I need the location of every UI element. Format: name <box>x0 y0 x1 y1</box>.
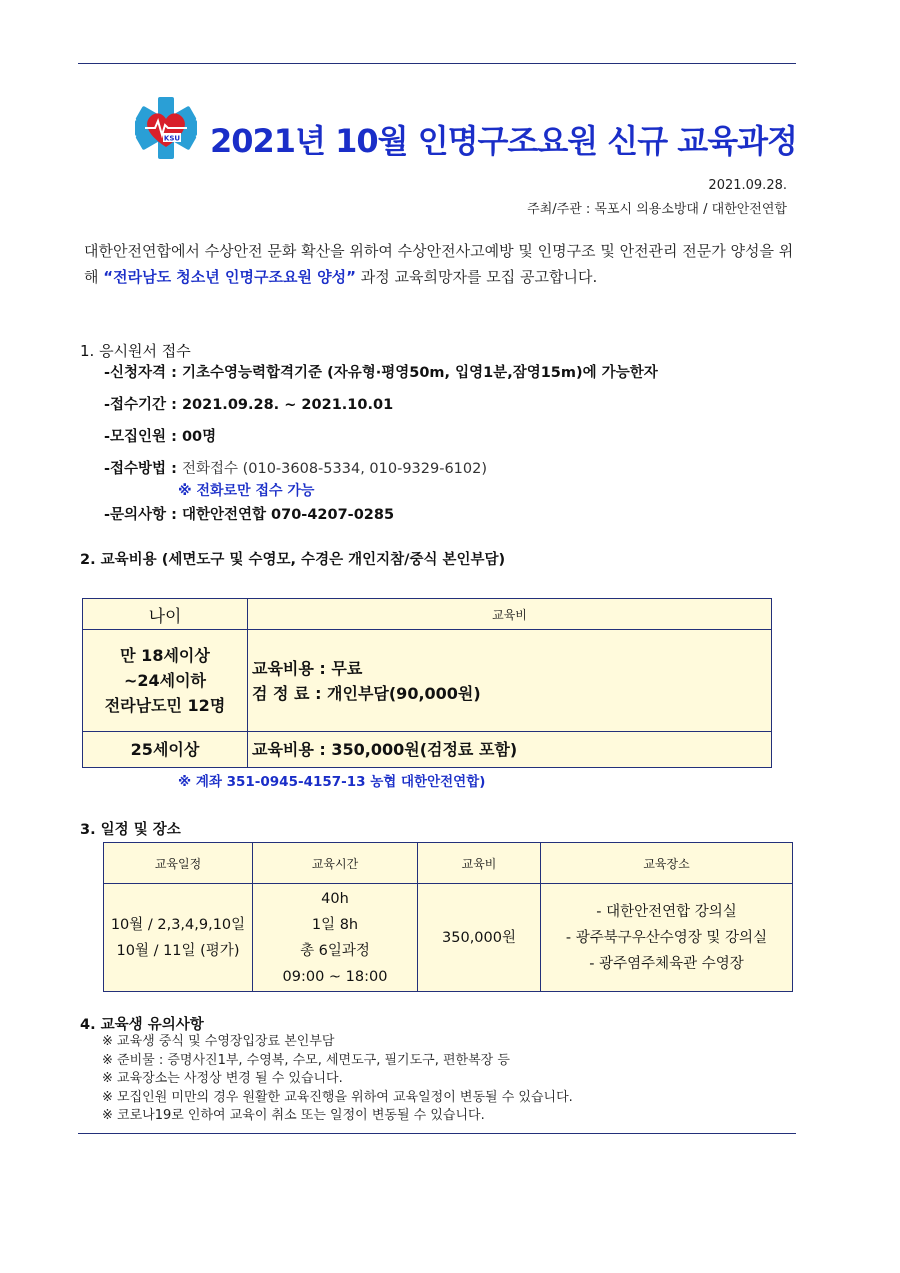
fee-row1-fee-line1: 교육비용 : 무료 <box>252 658 363 678</box>
fee-row1-fee-line2: 검 정 료 : 개인부담(90,000원) <box>252 683 481 703</box>
period-line <box>104 393 393 414</box>
document-date: 2021.09.28. <box>708 178 787 193</box>
fee-table-header-fee: 교육비 <box>248 599 772 630</box>
method-line <box>104 457 487 478</box>
caution-item: ※ 준비물 : 증명사진1부, 수영복, 수모, 세면도구, 필기도구, 편한복장 등 <box>102 1052 510 1068</box>
schedule-place-line3: - 광주염주체육관 수영장 <box>589 955 744 972</box>
schedule-place-line1: - 대한안전연합 강의실 <box>596 903 737 920</box>
schedule-hours-line1: 40h <box>321 890 349 907</box>
bottom-rule <box>78 1133 796 1134</box>
schedule-fee: 350,000원 <box>418 884 541 992</box>
section2-heading: 2. 교육비용 (세면도구 및 수영모, 수경은 개인지참/중식 본인부담) <box>80 552 506 568</box>
method-note: ※ 전화로만 접수 가능 <box>178 483 315 499</box>
caution-item: ※ 교육생 중식 및 수영장입장료 본인부담 <box>102 1034 335 1049</box>
inquiry-line <box>104 503 394 524</box>
schedule-hours-line4: 09:00 ~ 18:00 <box>282 968 388 985</box>
schedule-dates <box>104 884 253 992</box>
period-label: -접수기간 : <box>104 397 182 413</box>
caution-item: ※ 교육장소는 사정상 변경 될 수 있습니다. <box>102 1071 343 1086</box>
fee-table <box>82 598 772 768</box>
method-label: -접수방법 : <box>104 461 182 477</box>
ksu-logo-icon <box>133 95 199 161</box>
top-rule <box>78 63 796 64</box>
method-value: 전화접수 (010-3608-5334, 010-9329-6102) <box>181 461 488 477</box>
fee-row1-age-line1: 만 18세이상 <box>120 646 210 665</box>
schedule-place-line2: - 광주북구우산수영장 및 강의실 <box>565 929 768 946</box>
section4-heading: 4. 교육생 유의사항 <box>80 1017 204 1033</box>
intro-text-1: 대한안전연합에서 수상안전 문화 확산을 위하여 수상안전사고예방 및 인명구조 및 안전관리 전문가 양성을 위해 <box>84 242 794 286</box>
schedule-hours <box>253 884 418 992</box>
schedule-hours-line2: 1일 8h <box>311 916 359 933</box>
qualification-value: 기초수영능력합격기준 (자유형·평영50m, 입영1분,잠영15m)에 가능한자 <box>181 365 658 381</box>
page-title: 2021년 10월 인명구조요원 신규 교육과정 <box>210 122 797 160</box>
intro-paragraph <box>84 238 796 290</box>
schedule-header-place: 교육장소 <box>541 843 793 884</box>
schedule-header-date: 교육일정 <box>104 843 253 884</box>
schedule-header-hours: 교육시간 <box>253 843 418 884</box>
schedule-hours-line3: 총 6일과정 <box>300 942 370 959</box>
account-note: ※ 계좌 351-0945-4157-13 농협 대한안전연합) <box>178 774 486 790</box>
section3-heading: 3. 일정 및 장소 <box>80 822 181 838</box>
schedule-header-fee: 교육비 <box>418 843 541 884</box>
inquiry-label: -문의사항 : <box>104 507 182 523</box>
logo-text: KSU <box>163 134 181 143</box>
fee-row1-age-line3: 전라남도민 12명 <box>104 696 226 715</box>
period-value: 2021.09.28. ~ 2021.10.01 <box>181 397 394 413</box>
caution-item: ※ 모집인원 미만의 경우 원활한 교육진행을 위하여 교육일정이 변동될 수 있습니다. <box>102 1089 573 1105</box>
fee-table-header-age: 나이 <box>83 599 248 630</box>
capacity-value: 00명 <box>181 429 217 445</box>
schedule-table <box>103 842 793 992</box>
fee-row2-fee: 교육비용 : 350,000원(검정료 포함) <box>248 732 772 768</box>
caution-item: ※ 코로나19로 인하여 교육이 취소 또는 일정이 변동될 수 있습니다. <box>102 1108 485 1123</box>
qualification-label: -신청자격 : <box>104 365 182 381</box>
organizer: 주최/주관 : 목포시 의용소방대 / 대한안전연합 <box>527 202 787 217</box>
schedule-places <box>541 884 793 992</box>
schedule-date-line2: 10월 / 11일 (평가) <box>116 942 240 959</box>
fee-row1-fee <box>248 630 772 732</box>
cautions-list <box>102 1033 573 1126</box>
fee-row1-age-line2: ~24세이하 <box>123 671 207 690</box>
section1-heading: 1. 응시원서 접수 <box>80 342 191 360</box>
capacity-label: -모집인원 : <box>104 429 182 445</box>
fee-row2-age: 25세이상 <box>83 732 248 768</box>
schedule-date-line1: 10월 / 2,3,4,9,10일 <box>110 916 246 933</box>
intro-highlight: “전라남도 청소년 인명구조요원 양성” <box>103 268 357 286</box>
inquiry-value: 대한안전연합 070-4207-0285 <box>181 507 395 523</box>
qualification-line <box>104 361 658 382</box>
capacity-line <box>104 425 216 446</box>
intro-text-2: 과정 교육희망자를 모집 공고합니다. <box>356 268 598 286</box>
fee-row1-age <box>83 630 248 732</box>
